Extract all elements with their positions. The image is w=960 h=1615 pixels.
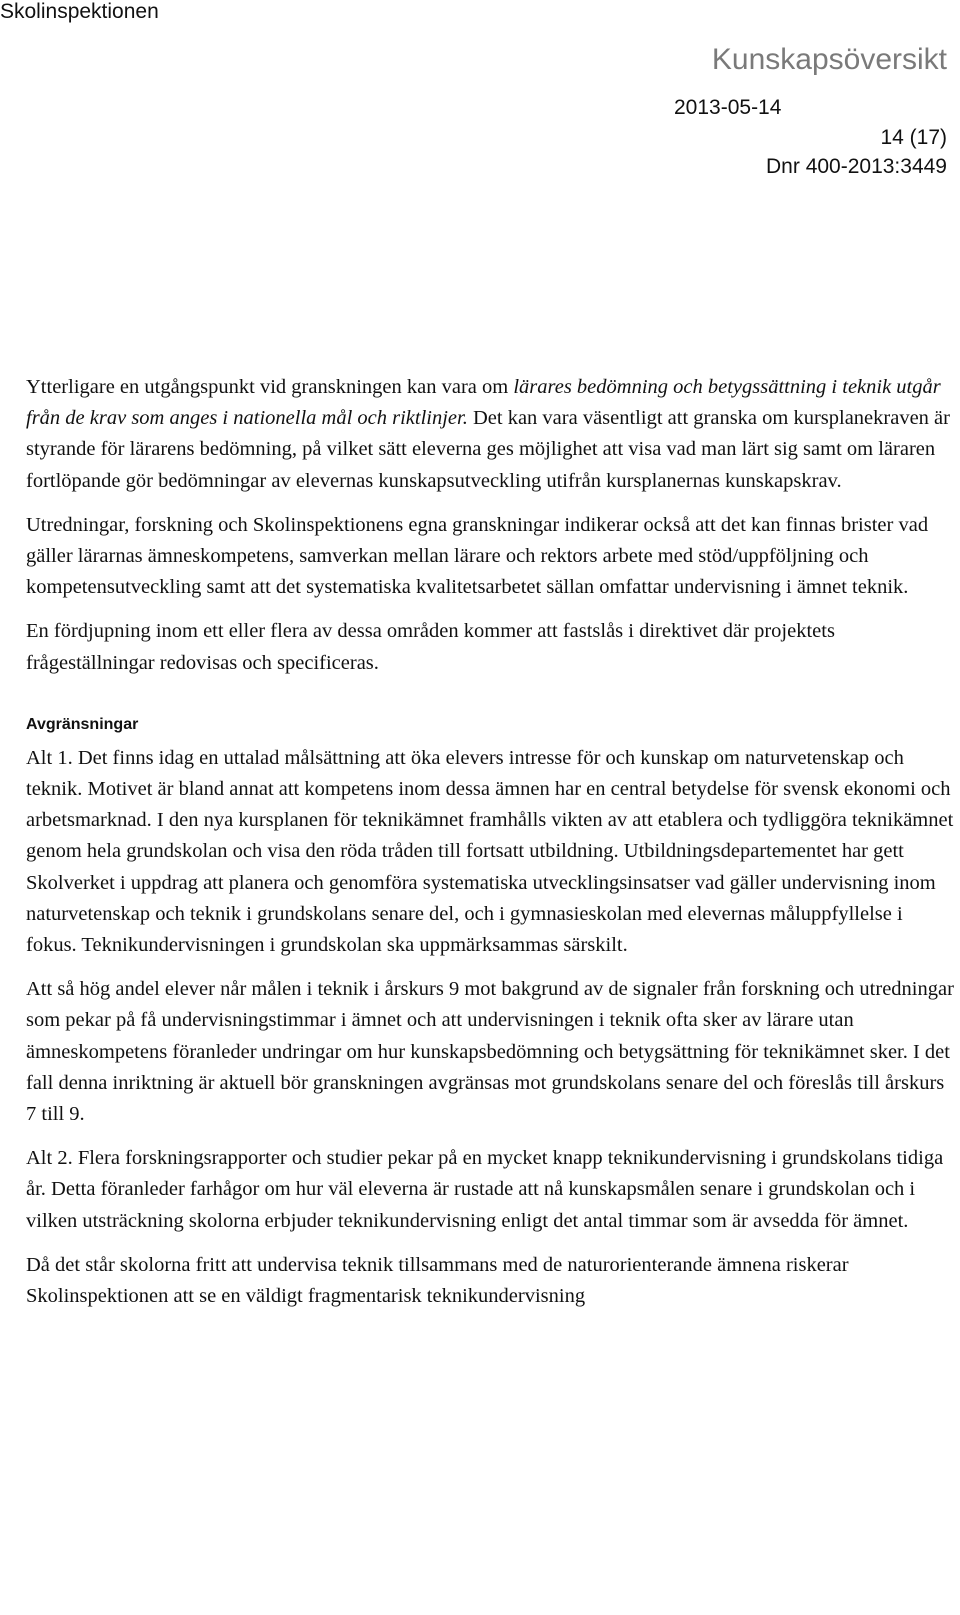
document-type: Kunskapsöversikt	[711, 43, 947, 76]
document-body	[26, 372, 956, 1325]
paragraph-investigations: Utredningar, forskning och Skolinspektionens egna granskningar indikerar också att det kan finnas brister vad gäller lärarnas ämneskompetens, samverkan mellan lärare och rektors arbete med stöd/uppföljning och kompetensutveckling samt att det systematiska kvalitetsarbetet sällan omfattar undervisning i ämnet teknik.	[26, 513, 929, 599]
paragraph-text: Det kan vara väsentligt att granska om kursplanekraven är styrande för lärarens bedömning, på vilket sätt eleverna ges möjlighet att visa vad man lärt sig samt om läraren fortlöpande gör bedömningar av elevernas kunskapsutveckling utifrån kursplanernas kunskapskrav.	[26, 407, 950, 492]
organization-name: Skolinspektionen	[0, 0, 159, 23]
paragraph-deepening: En fördjupning inom ett eller flera av dessa områden kommer att fastslås i direktivet där projektets frågeställningar redovisas och specificeras.	[26, 620, 835, 674]
registration-number: Dnr 400-2013:3449	[766, 155, 947, 178]
paragraph-alt-1: Alt 1. Det finns idag en uttalad målsättning att öka elevers intresse för och kunskap om naturvetenskap och teknik. Motivet är bland annat att kompetens inom dessa ämnen har en central betydelse för svensk ekonomi och arbetsmarknad. I den nya kursplanen för teknikämnet framhålls vikten av att etablera och tydliggöra teknikämnet genom hela grundskolan och visa den röda tråden till fortsatt utbildning. Utbildningsdepartementet har gett Skolverket i uppdrag att planera och genomföra systematiska utvecklingsinsatser vad gäller undervisning inom naturvetenskap och teknik i grundskolans senare del, och i gymnasieskolan med elevernas måluppfyllelse i fokus. Teknikundervisningen i grundskolan ska uppmärksammas särskilt.	[26, 746, 954, 957]
paragraph-grade-9: Att så hög andel elever når målen i teknik i årskurs 9 mot bakgrund av de signaler från forskning och utredningar som pekar på få undervisningstimmar i ämnet och att undervisningen i teknik ofta sker av lärare utan ämneskompetens föranleder undringar om hur kunskapsbedömning och betygsättning för teknikämnet sker. I det fall denna inriktning är aktuell bör granskningen avgränsas mot grundskolans senare del och föreslås till årskurs 7 till 9.	[26, 978, 954, 1126]
document-date: 2013-05-14	[674, 96, 782, 119]
paragraph-text: Ytterligare en utgångspunkt vid granskningen kan vara om	[26, 376, 514, 398]
page-number: 14 (17)	[880, 126, 947, 149]
paragraph-starting-point	[26, 372, 956, 497]
section-heading: Avgränsningar	[26, 715, 139, 733]
paragraph-alt-2: Alt 2. Flera forskningsrapporter och studier pekar på en mycket knapp teknikundervisning i grundskolans tidiga år. Detta föranleder farhågor om hur väl eleverna är rustade att nå kunskapsmålen senare i grundskolan och i vilken utsträckning skolorna erbjuder teknikundervisning enligt det antal timmar som är avsedda för ämnet.	[26, 1147, 944, 1232]
emphasized-text: lärares bedömning och betygssättning i teknik utgår från de krav som anges i nationella mål och riktlinjer.	[26, 376, 941, 430]
paragraph-fragmentary: Då det står skolorna fritt att undervisa teknik tillsammans med de naturorienterande ämnena riskerar Skolinspektionen att se en väldigt fragmentarisk teknikundervisning	[26, 1253, 849, 1308]
